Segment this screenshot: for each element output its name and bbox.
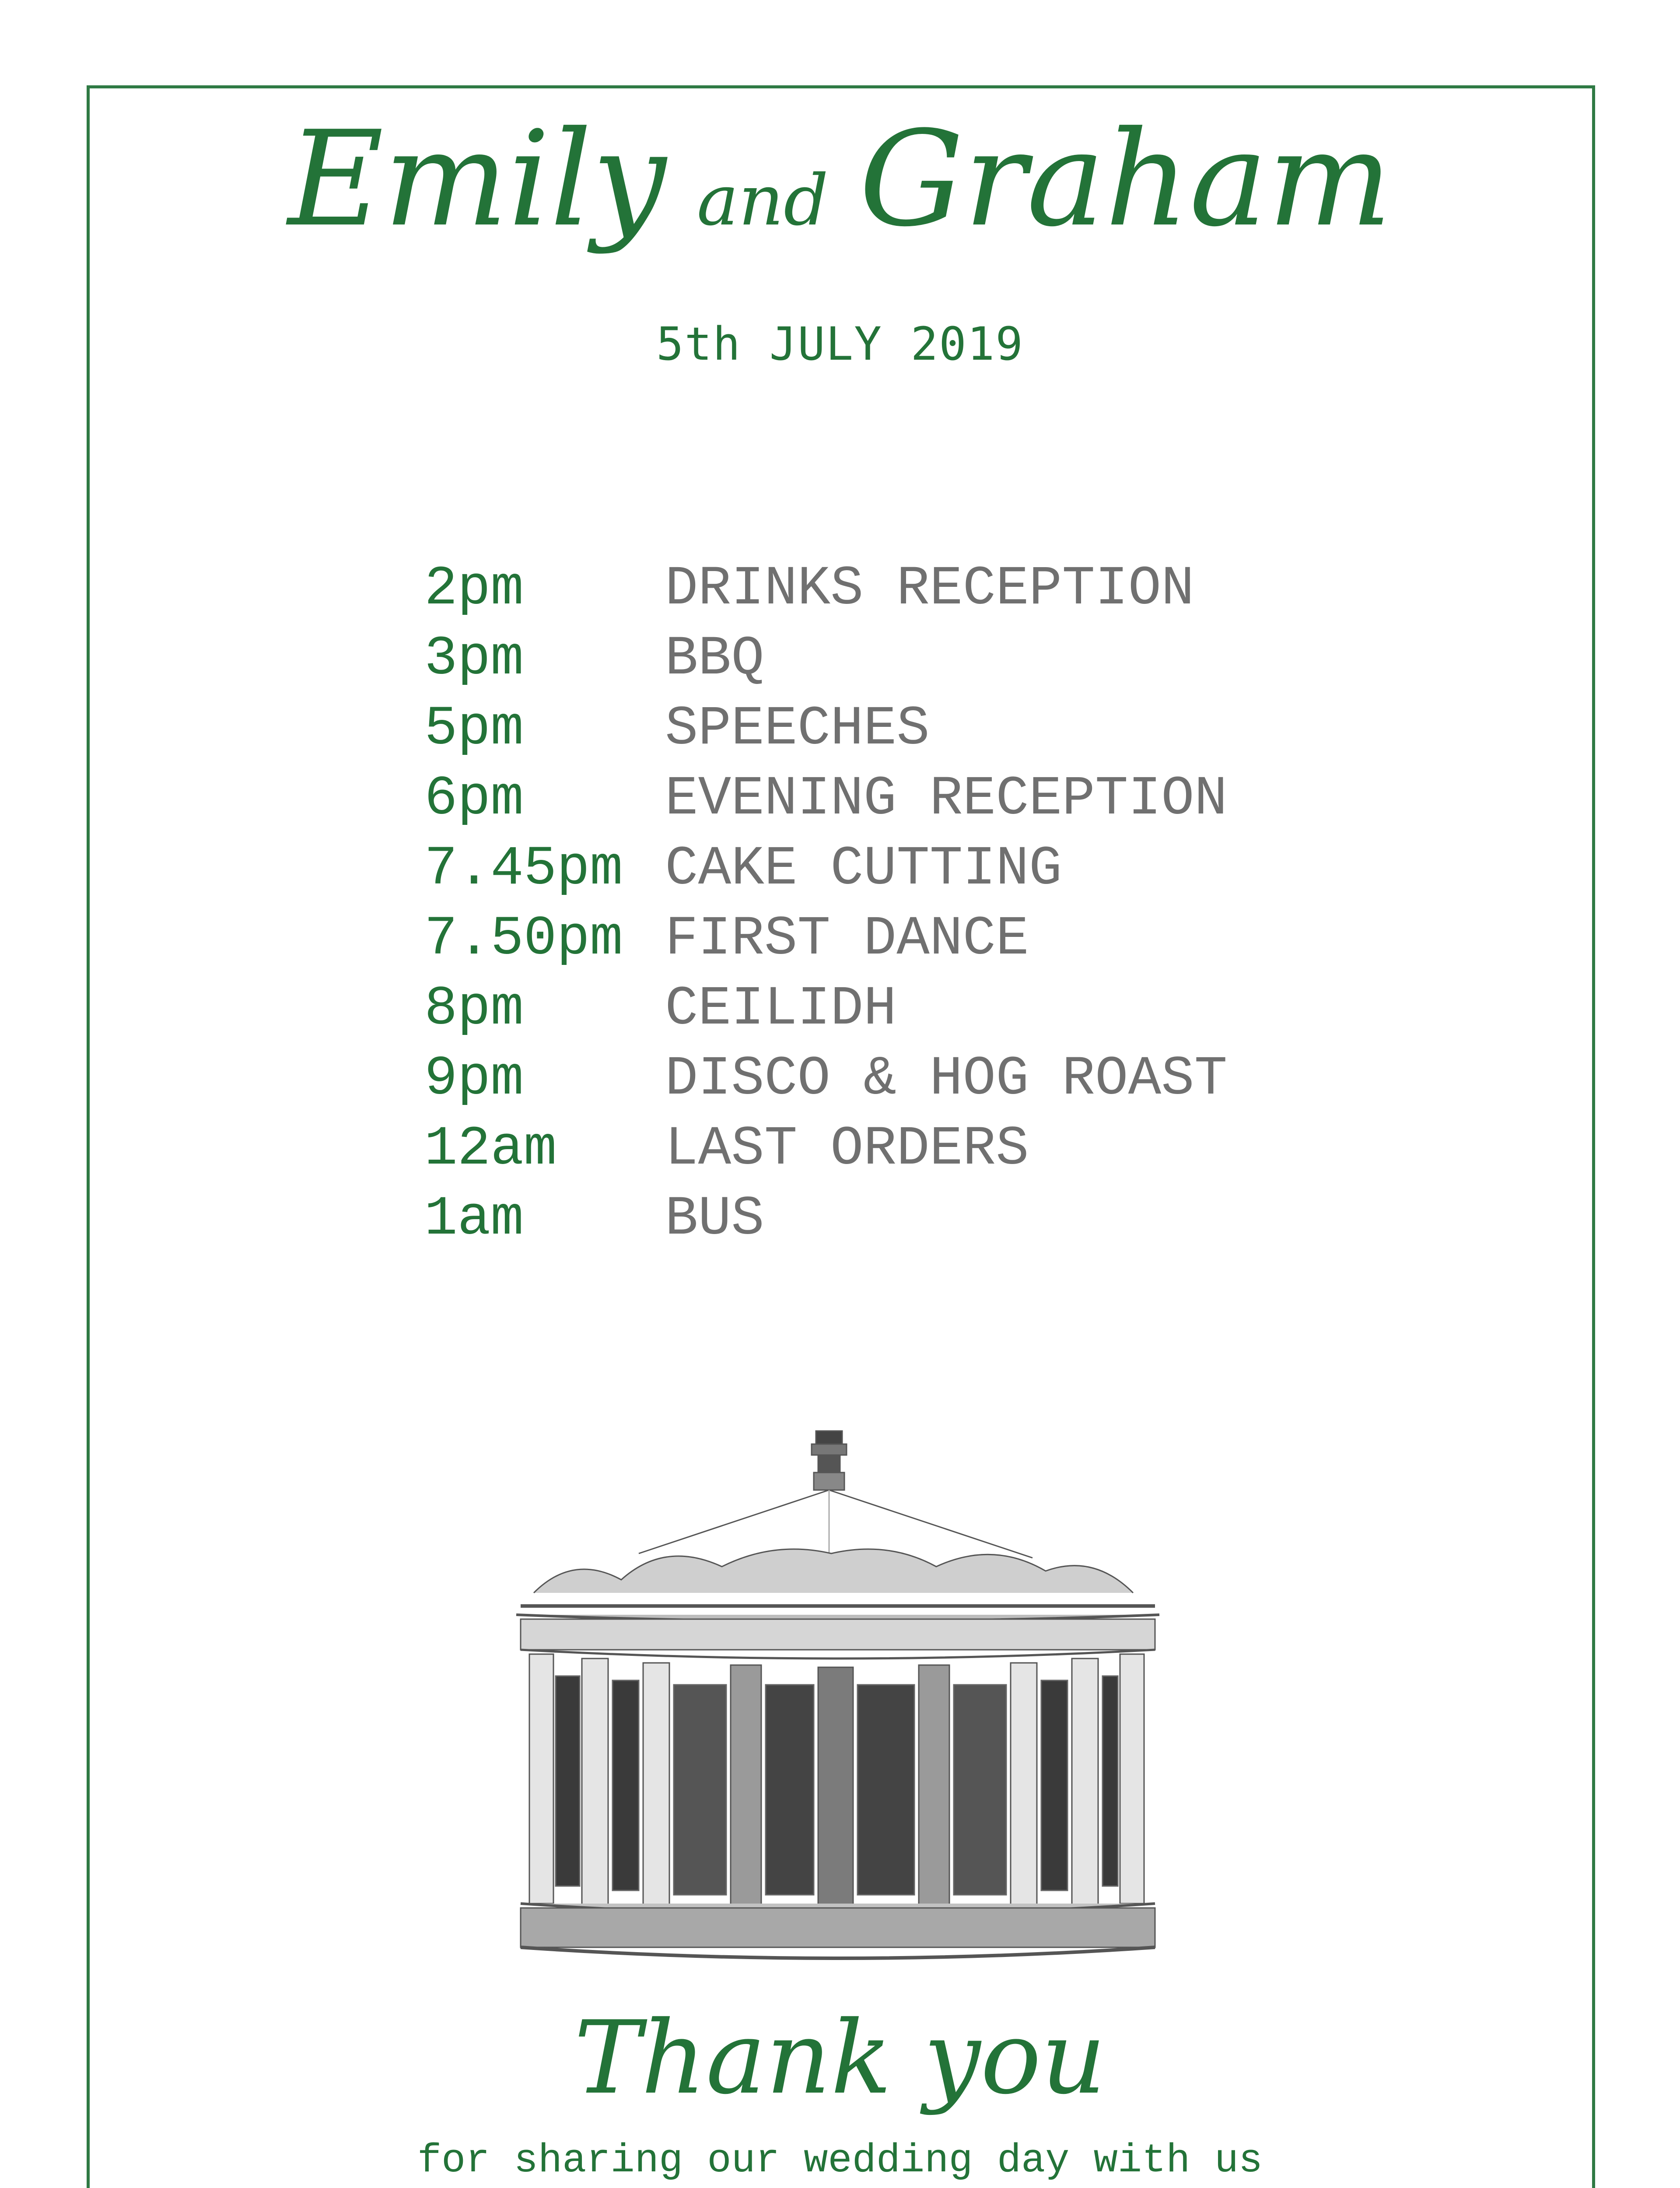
bandstand-pavilion-illustration xyxy=(494,1422,1181,1982)
thank-you-message: for sharing our wedding day with us xyxy=(417,2138,1263,2184)
schedule-event: CEILIDH xyxy=(665,977,897,1040)
schedule-event: EVENING RECEPTION xyxy=(665,767,1228,830)
schedule-event: LAST ORDERS xyxy=(665,1117,1029,1180)
schedule-row xyxy=(424,1184,1227,1254)
name-one: Emily xyxy=(287,103,666,256)
schedule-time: 2pm xyxy=(424,557,524,620)
schedule-row xyxy=(424,834,1227,904)
schedule-row xyxy=(424,1044,1227,1114)
schedule-time: 3pm xyxy=(424,627,524,690)
schedule-row xyxy=(424,974,1227,1044)
schedule-row xyxy=(424,624,1227,694)
thank-you-heading: Thank you xyxy=(574,2000,1106,2117)
schedule-event: FIRST DANCE xyxy=(665,907,1029,970)
schedule-time: 7.45pm xyxy=(424,837,623,900)
schedule-time: 12am xyxy=(424,1117,557,1180)
schedule-time: 9pm xyxy=(424,1047,524,1110)
schedule-event: BUS xyxy=(665,1187,764,1250)
schedule-row xyxy=(424,694,1227,764)
wedding-date: 5th JULY 2019 xyxy=(656,317,1024,371)
schedule-row xyxy=(424,554,1227,624)
schedule-event: DRINKS RECEPTION xyxy=(665,557,1194,620)
couple-names-heading xyxy=(0,103,1680,256)
schedule-time: 6pm xyxy=(424,767,524,830)
schedule-event: SPEECHES xyxy=(665,697,930,760)
schedule-time: 1am xyxy=(424,1187,524,1250)
name-two: Graham xyxy=(859,103,1393,256)
schedule-time: 8pm xyxy=(424,977,524,1040)
schedule-row xyxy=(424,904,1227,974)
name-conjunction: and xyxy=(696,159,829,241)
schedule-time: 7.50pm xyxy=(424,907,623,970)
schedule-event: CAKE CUTTING xyxy=(665,837,1062,900)
schedule-row xyxy=(424,1114,1227,1184)
schedule-event: DISCO & HOG ROAST xyxy=(665,1047,1228,1110)
schedule-event: BBQ xyxy=(665,627,764,690)
schedule-time: 5pm xyxy=(424,697,524,760)
schedule-list xyxy=(424,554,1227,1254)
schedule-row xyxy=(424,764,1227,834)
